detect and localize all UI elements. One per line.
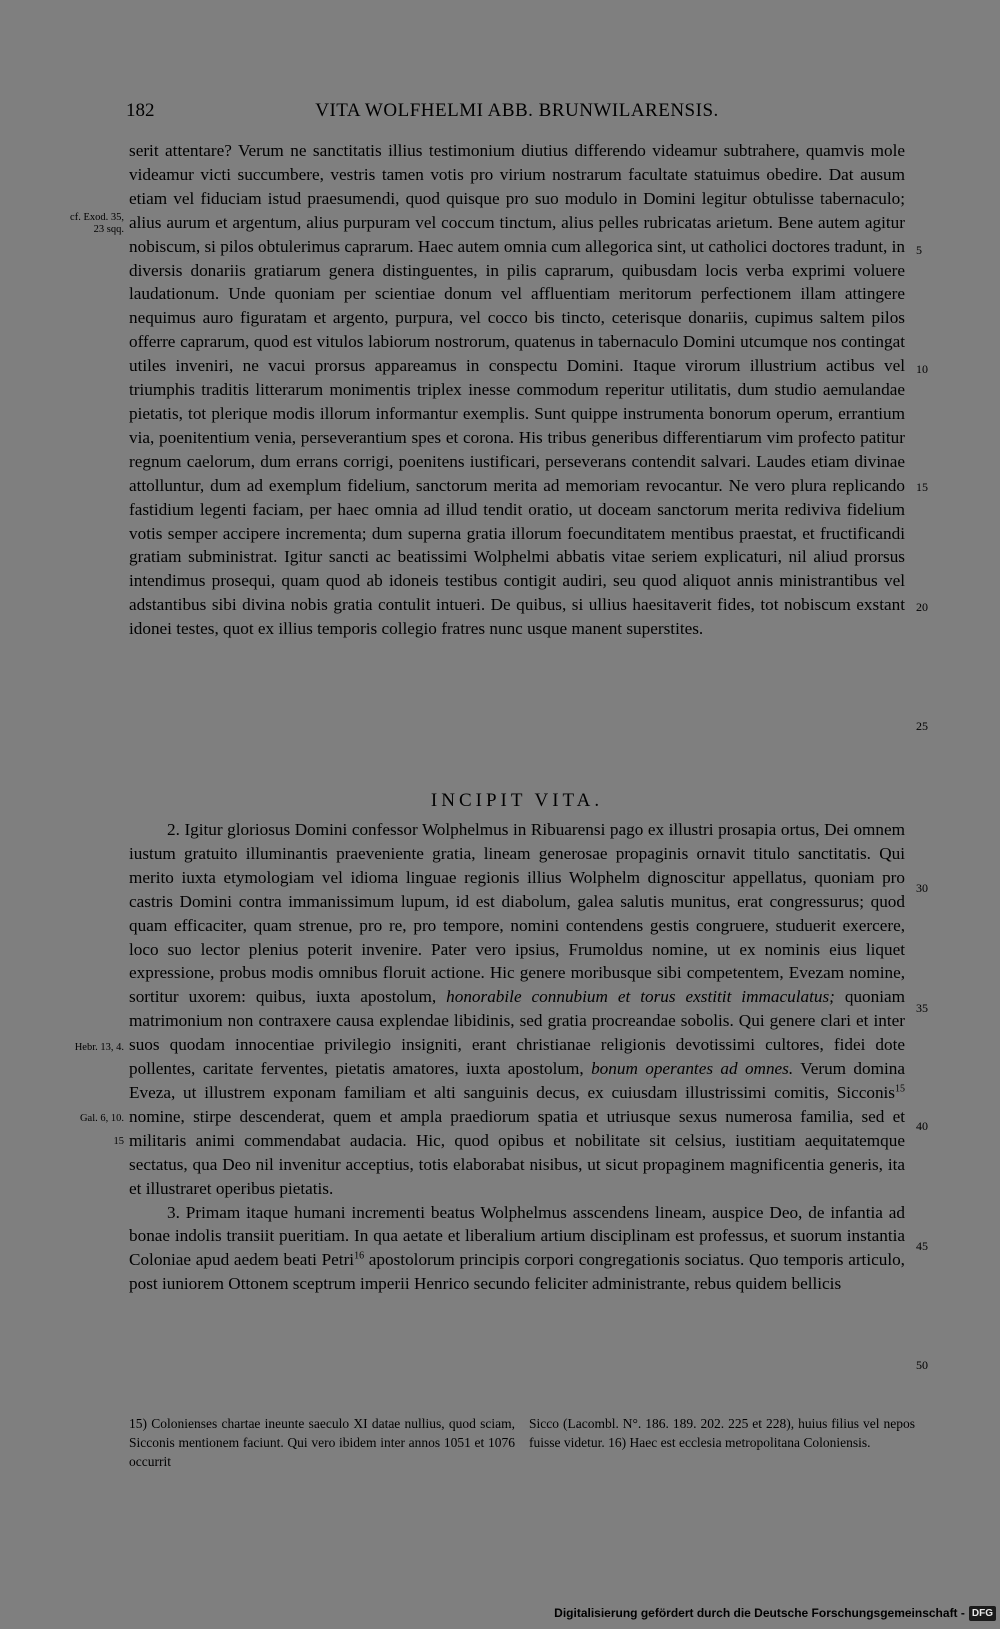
body-text-vita <box>129 818 905 1296</box>
paragraph-2-text-c: Verum domina Eveza, ut illustrem exponam familiam et alti sanguinis decus, ex cuiusdam illustrissimi comitis, Sicconis <box>129 1059 905 1102</box>
section-heading: INCIPIT VITA. <box>430 790 604 811</box>
page-number: 182 <box>126 100 155 121</box>
margin-note-galatians: Gal. 6, 10. <box>79 1113 124 1124</box>
paragraph-2-text-d: nomine, stirpe descenderat, quem et ampla praediorum spatia et utriusque sexus numerosa familia, sed et militaris animi commendabat audacia. Hic, quod opibus et nobilitate sit celsius, iustitiam aequitatemque sectatus, qua Deo nil invenitur acceptius, totis elaborabat nisibus, ut sicut propaginem magnificentia generis, ita et illustraret operibus pietatis. <box>129 1106 905 1198</box>
line-number: 30 <box>916 881 928 895</box>
margin-note-hebrews: Hebr. 13, 4. <box>74 1042 124 1053</box>
footnotes-left-column <box>129 1414 515 1471</box>
line-number: 45 <box>916 1239 928 1253</box>
dfg-logo: DFG <box>969 1606 996 1621</box>
paragraph-3 <box>129 1201 905 1297</box>
footnote-15: 15) Colonienses chartae ineunte saeculo XI datae nullius, quod sciam, Sicconis mentionem faciunt. Qui vero ibidem inter annos 1051 et 1076 occurrit <box>129 1416 515 1469</box>
page-header <box>126 100 908 124</box>
footnote-ref-16[interactable]: 16 <box>354 1250 365 1262</box>
credit-text: Digitalisierung gefördert durch die Deutsche Forschungsgemeinschaft - <box>554 1606 965 1620</box>
paragraph-1: serit attentare? Verum ne sanctitatis illius testimonium diutius differendo videamur subtrahere, quamvis mole videamur victi succumbere, vestris tamen votis pro virium nostrarum facultate statuimus obedire. Dat ausum etiam vel fiduciam istud praesumendi, quod quisque pro suo modulo in Domini legitur obtulisse tabernaculo; alius aurum et argentum, alius purpuram vel coccum tinctum, alius pelles rubricatas arietum. Bene autem agitur nobiscum, si pilos obtulerimus caprarum. Haec autem omnia cum allegorica sint, ut catholici doctores tradunt, in diversis donariis gratiarum genera distinguentes, in pilis caprarum, quibusdam locis verba exprimi voluere laudationum. Unde quoniam per scientiae donum vel affluentiam meritorum perfectionem illam attingere nequimus auro figuratam et argento, purpura, vel cocco bis tincto, ceterisque donariis, cupimus saltem pilos offerre caprarum, quod est vitulos labiorum nostrorum, quatenus in tabernaculo Domini utcumque nos contingat utiles inveniri, ne vacui prorsus appareamus in conspectu Domini. Itaque virorum illustrium actibus vel triumphis traditis litterarum monimentis triplex inesse commodum reperitur utilitatis, dum studio aemulandae pietatis, tot plerique modis illorum informantur exemplis. Sunt quippe instrumenta bonorum operum, errantium via, poenitentium venia, perseverantium spes et corona. His tribus generibus differentiarum vim profecto patitur regnum caelorum, dum errans corrigi, poenitens iustificari, perseverans contendit salvari. Laudes etiam divinae attolluntur, dum ad exemplum fidelium, sanctorum merita ad memoriam revocantur. Ne vero plura replicando fastidium legenti faciam, per haec omnia ad illud tendit oratio, ut doceam sanctorum merita rediviva fidelium votis semper accipere incrementa; dum superna gratia illorum foecunditatem mentibus praestat, et fructificandi gratiam subministrat. Igitur sancti ac beatissimi Wolphelmi abbatis vitae seriem explicaturi, nil aliud prorsus intendimus prosequi, quam quod ab idoneis testibus contigit audiri, seu quod aliquot annis ministrantibus vel adstantibus sibi divina nobis gratia contulit intueri. De quibus, si ullius haesitaverit fides, tot nobiscum exstant idonei testes, quot ex illius temporis collegio fratres nunc usque manent superstites. <box>129 141 905 639</box>
quote-hebrews: honorabile connubium et torus exstitit immaculatus; <box>446 987 835 1007</box>
line-number: 40 <box>916 1119 928 1133</box>
paragraph-2-text-b: quoniam matrimonium non contraxere causa explendae libidinis, sed gratia procreandae sobolis. Qui genere clari et inter suos quodam innocentiae privilegio insigniti, erant christianae religionis devotissimi cultores, fidei dote pollentes, caritate ferventes, pietatis amatores, iuxta apostolum, <box>129 987 905 1079</box>
line-number: 50 <box>916 1358 928 1372</box>
line-number: 25 <box>916 719 928 733</box>
footnotes-right-column <box>529 1414 915 1452</box>
footnote-15-cont-and-16: Sicco (Lacombl. N°. 186. 189. 202. 225 et 228), huius filius vel nepos fuisse videtur. 16) Haec est ecclesia metropolitana Coloniensis. <box>529 1416 915 1450</box>
line-number: 10 <box>916 362 928 376</box>
line-number: 15 <box>916 480 928 494</box>
margin-note-exodus: cf. Exod. 35, 23 sqq. <box>70 212 124 235</box>
paragraph-3-text-b: apostolorum principis corpori congregationis sociatus. Quo temporis articulo, post iuniorem Ottonem sceptrum imperii Henrico secundo feliciter administrante, rebus quidem bellicis <box>129 1250 905 1294</box>
quote-galatians: bonum operantes ad omnes. <box>591 1059 794 1079</box>
line-number: 20 <box>916 600 928 614</box>
digitization-credit <box>554 1603 1000 1623</box>
paragraph-2-text-a: 2. Igitur gloriosus Domini confessor Wolphelmus in Ribuarensi pago ex illustri prosapia ortus, Dei omnem iustum gratuito illuminantis praeveniente gratia, lineam generosae propaginis ornavit titulo sanctitatis. Qui merito iuxta etymologiam vel idioma linguae regionis illius Wolphelm dignoscitur appellatus, quoniam pro castris Domini contra immanissimum lupum, id est diabolum, galea salutis munitus, erat congressurus; quod quam efficaciter, quam strenue, pro re, pro tempore, nomini contendens gestis congruere, studuerit exercere, loco suo lector plenius poterit invenire. Pater vero ipsius, Frumoldus nomine, ut ex nominis eius liquet expressione, probus modis omnibus floruit actione. Hic genere moribusque sibi competentem, Evezam nomine, sortitur uxorem: quibus, iuxta apostolum, <box>129 820 905 1007</box>
footnote-ref-15[interactable]: 15 <box>895 1083 905 1095</box>
body-text-prologue <box>129 139 905 641</box>
running-title: VITA WOLFHELMI ABB. BRUNWILARENSIS. <box>315 100 719 121</box>
line-number: 35 <box>916 1001 928 1015</box>
paragraph-2 <box>129 818 905 1201</box>
line-number: 5 <box>916 243 922 257</box>
paragraph-3-text-a: 3. Primam itaque humani incrementi beatus Wolphelmus asscendens lineam, auspice Deo, de infantia ad bonae indolis transiit pueritiam. In qua aetate et liberalium artium disciplinam est professus, et suorum instantia Coloniae apud aedem beati Petri <box>129 1202 905 1270</box>
margin-note-footnote-15: 15 <box>113 1136 124 1147</box>
